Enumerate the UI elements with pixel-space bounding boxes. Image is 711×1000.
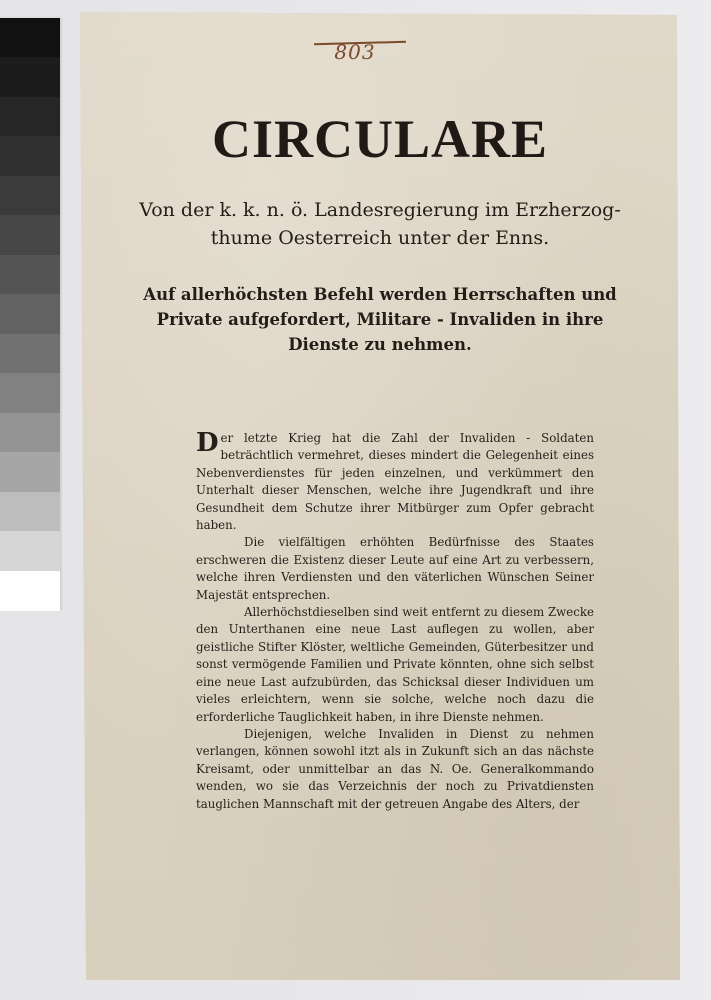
decree-heading bbox=[100, 282, 660, 357]
heading-line: Dienste zu nehmen. bbox=[288, 335, 472, 354]
gray-patch bbox=[0, 215, 60, 255]
gray-patch bbox=[0, 492, 60, 532]
issuing-authority bbox=[100, 196, 660, 252]
subtitle-line: Von der k. k. n. ö. Landesregierung im Erzherzog- bbox=[139, 199, 621, 221]
gray-patch bbox=[0, 97, 60, 137]
document-title: CIRCULARE bbox=[211, 109, 549, 169]
paragraph: Der letzte Krieg hat die Zahl der Invaliden - Soldaten beträchtlich vermehret, dieses mindert die Gelegenheit eines Nebenverdienstes für jeden einzelnen, und verkümmert den Unterhalt dieser Menschen, welche ihre Jugendkraft und ihre Gesundheit dem Schutze ihrer Mitbürger zum Opfer gebracht haben. bbox=[196, 428, 594, 533]
gray-patch bbox=[0, 413, 60, 453]
heading-line: Auf allerhöchsten Befehl werden Herrschaften und bbox=[143, 285, 617, 304]
subtitle-line: thume Oesterreich unter der Enns. bbox=[210, 227, 550, 249]
gray-patch bbox=[0, 531, 60, 571]
paragraph: Allerhöchstdieselben sind weit entfernt zu diesem Zwecke den Unterthanen eine neue Last auflegen zu wollen, aber geistliche Stifter Klöster, weltliche Gemeinden, Güterbesitzer und sonst vermögende Familien und Private könnten, ohne sich selbst eine neue Last aufzubürden, das Schicksal dieser Individuen um vieles erleichtern, wenn sie solche, welche noch dazu die erforderliche Tauglichkeit haben, in ihre Dienste nehmen. bbox=[196, 605, 594, 724]
paragraph: Die vielfältigen erhöhten Bedürfnisse des Staates erschweren die Existenz dieser Leute auf eine Art zu verbessern, welche ihren Verdiensten und den väterlichen Wünschen Seiner Majestät entsprechen. bbox=[196, 535, 594, 602]
gray-patch bbox=[0, 136, 60, 176]
paragraph: Diejenigen, welche Invaliden in Dienst zu nehmen verlangen, können sowohl itzt als in Zukunft sich an das nächste Kreisamt, oder unmittelbar an das N. Oe. Generalkommando wenden, wo sie das Verzeichnis der noch zu Privatdiensten tauglichen Mannschaft mit der getreuen Angabe des Alters, der bbox=[196, 726, 594, 811]
gray-patch bbox=[0, 571, 60, 611]
gray-patch bbox=[0, 452, 60, 492]
gray-patch bbox=[0, 57, 60, 97]
grayscale-calibration-strip bbox=[0, 18, 60, 610]
gray-patch bbox=[0, 294, 60, 334]
gray-patch bbox=[0, 18, 60, 58]
body-text bbox=[196, 430, 594, 813]
gray-patch bbox=[0, 176, 60, 216]
heading-line: Private aufgefordert, Militare - Invaliden in ihre bbox=[156, 310, 604, 329]
gray-patch bbox=[0, 373, 60, 413]
handwritten-shelfmark: 803 bbox=[300, 40, 410, 66]
gray-patch bbox=[0, 255, 60, 295]
gray-patch bbox=[0, 334, 60, 374]
